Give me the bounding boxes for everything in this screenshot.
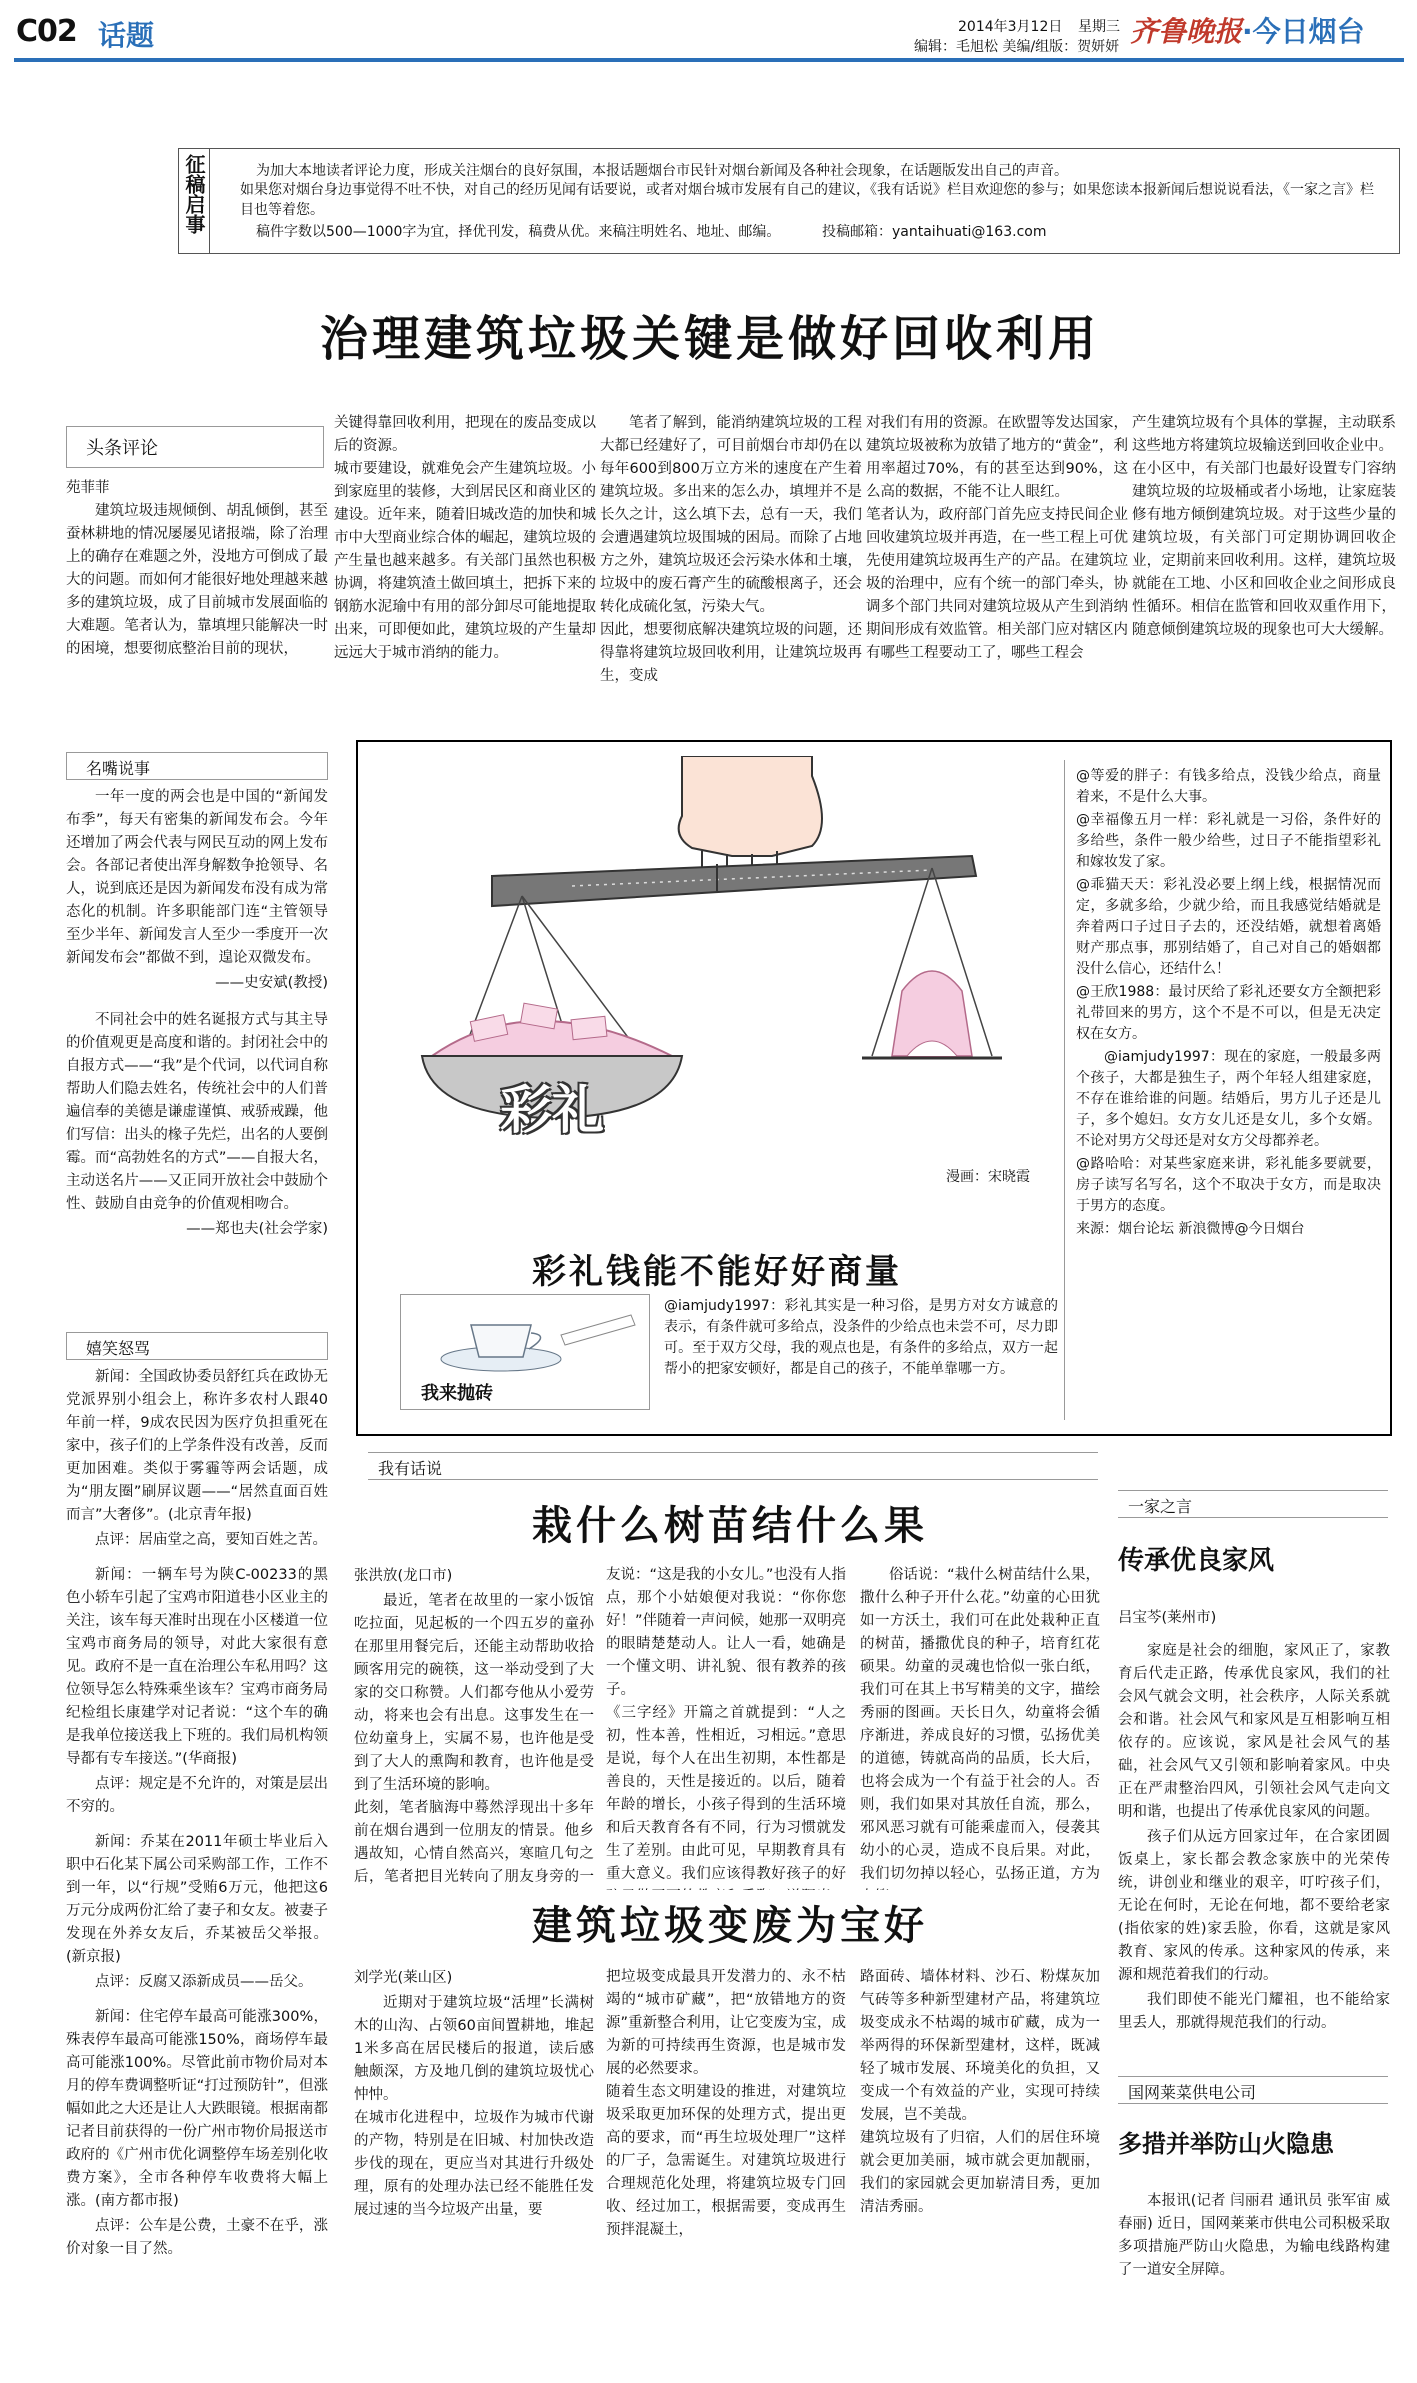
section-name: 话题 [98, 19, 155, 52]
xixiao-n4: 新闻：住宅停车最高可能涨300%，殊表停车最高可能涨150%，商场停车最高可能涨100%。尽管此前市物价局对本月的停车费调整听证“打过预防针”，但涨幅如此之大还是让人大跌眼镜。根据南都记者目前获得的一份广州市物价局报送市政府的《广州市优化调整停车场差别化收费方案》，全市各种停车收费将大幅上涨。(南方都市报) [66, 2009, 328, 2209]
header-weekday: 星期三 [1078, 19, 1120, 35]
woyou-col-3 [860, 1564, 1100, 1890]
cartoon-divider [1064, 760, 1065, 1420]
main-col-5-text: 产生建筑垃圾有个具体的掌握，主动联系这些地方将建筑垃圾输送到回收企业中。 在小区中，有关部门也最好设置专门容纳建筑垃圾的垃圾桶或者小场地，让家庭装修有地方倾倒建筑垃圾。对于这些少量的建筑垃圾，有关部门可定期协调回收企业，定期前来回收利用。这样，建筑垃圾就能在工地、小区和回收企业之间形成良性循环。相信在监管和回收双重作用下，随意倾倒建筑垃圾的现象也可大大缓解。 [1132, 415, 1396, 638]
woyou-col-2-text: 友说：“这是我的小女儿。”也没有人指点，那个小姑娘便对我说：“你你您好！”伴随着一声问候，她那一双明亮的眼睛楚楚动人。让人一看，她确是一个懂文明、讲礼貌、很有教养的孩子。 《三字经》开篇之首就提到：“人之初，性本善，性相近，习相远。”意思是说，每个人在出生初期，本性都是善良的，天性是接近的。以后，随着年龄的增长，小孩子得到的生活环境和后天教育各有不同，行为习惯就发生了差别。由此可见，早期教育具有重大意义。我们应该得教好孩子的好 [606, 1567, 846, 1882]
xixiao-n3: 新闻：乔某在2011年硕士毕业后入职中石化某下属公司采购部工作，工作不到一年，以“行规”受贿6万元，他把这6万元分成两份汇给了妻子和女友。被妻子发现在外养女友后，乔某被岳父举报。(新京报) [66, 1834, 328, 1965]
guowang-headline: 多措并举防山火隐患 [1118, 2130, 1334, 2158]
guowang-label: 国网莱菜供电公司 [1128, 2083, 1257, 2102]
jianzhu-author: 刘学光(莱山区) [354, 1970, 453, 1986]
woyou-headline: 栽什么树苗结什么果 [532, 1503, 928, 1549]
comment-3: @乖猫天天：彩礼没必要上纲上线，根据情况而定，多就多给，少就少给，而且我感觉结婚就是奔着两口子过日子去的，还没结婚，就想着离婚财产那点事，那别结婚了，自己对自己的婚姻都没什么信心，还结什么！ [1076, 877, 1381, 977]
xixiao-c3: 点评：反腐又添新成员——岳父。 [95, 1974, 313, 1990]
jianzhu-col-1-text: 近期对于建筑垃圾“活埋”长满树木的山沟、占领60亩间置耕地，堆起1米多高在居民楼后的报道，读后感触颇深，方及地几倒的建筑垃圾忧心忡忡。 在城市化进程中，垃圾作为城市代谢的产物，特别是在旧城、村加快改造步伐的现在，更应当对其进行升级处理，原有的处理办法已经不能胜任发展过速的当今垃圾产出量，要 [354, 1995, 594, 2218]
yijia-author: 吕宝芩(莱州市) [1118, 1610, 1217, 1626]
xixiao-n1: 新闻：全国政协委员舒红兵在政协无党派界别小组会上，称许多农村人跟40年前一样，9成农民因为医疗负担重死在家中，孩子们的上学条件没有改善，反而更加困难。类似于雾霾等两会话题，成为“朋友圈”刷屏议题——“居然直面百姓而言”大奢侈”。(北京青年报) [66, 1369, 328, 1523]
yijia-p3: 我们即使不能光门耀祖，也不能给家里丢人，那就得规范我们的行动。 [1118, 1992, 1390, 2031]
mingzui-s2: ——郑也夫(社会学家) [186, 1221, 328, 1237]
main-col-3-text: 笔者了解到，能消纳建筑垃圾的工程大都已经建好了，可目前烟台市却仍在以每年600到800万立方米的速度在产生着建筑垃圾。多出来的怎么办，填埋并不是长久之计，这么填下去，总有一天，我们会遭遇建筑垃圾围城的困局。而除了占地方之外，建筑垃圾还会污染水体和土壤，垃圾中的废石膏产生的硫酸根离子，还会转化成硫化氢，污染大气。 因此，想要彻底解决建筑垃圾的问题，还得靠将建筑垃圾回收利用，让建筑垃圾再生，变成 [600, 415, 862, 684]
main-headline: 治理建筑垃圾关键是做好回收利用 [319, 311, 1100, 367]
woyou-label-box [368, 1452, 1098, 1480]
mingzui-body [66, 786, 328, 1306]
header-editors: 编辑：毛旭松 美编/组版：贺妍妍 [914, 39, 1120, 55]
teacup-label: 我来抛砖 [421, 1383, 493, 1404]
main-col-3 [600, 412, 862, 742]
yijia-label: 一家之言 [1128, 1497, 1193, 1516]
teacup-panel [400, 1294, 650, 1410]
comment-2: @幸福像五月一样：彩礼就是一习俗，条件好的多给些，条件一般少给些，过日子不能指望彩礼和嫁妆发了家。 [1076, 812, 1381, 870]
jianzhu-col-1 [354, 1992, 594, 2372]
main-col-2-text: 关键得靠回收利用，把现在的废品变成以后的资源。 城市要建设，就难免会产生建筑垃圾。小到家庭里的装修，大到居民区和商业区的建设。近年来，随着旧城改造的加快和城市中大型商业综合体的崛起，建筑垃圾的产生量也越来越多。有关部门虽然也积极协调，将建筑渣土做回填土，把拆下来的钢筋水泥瑜中有用的部分卸尽可能地提取出来，可即便如此，建筑垃圾的产生量却远远大于城市消纳的能力。 [334, 415, 596, 661]
notice-line1: 为加大本地读者评论力度，形成关注烟台的良好氛围，本报话题烟台市民针对烟台新闻及各种社会现象，在话题版发出自己的声音。 [256, 163, 1068, 179]
header-date: 2014年3月12日 [958, 19, 1063, 35]
woyou-label: 我有话说 [378, 1459, 443, 1478]
yijia-p1: 家庭是社会的细胞，家风正了，家教育后代走正路，传承优良家风，我们的社会风气就会文明，社会秩序，人际关系就会和谐。社会风气和家风是互相影响互相依存的。应该说，家风是社会风气的基础，社会风气又引领和影响着家风。中央正在严肃整治四风，引领社会风气走向文明和谐，也提出了传承优良家风的问题。 [1118, 1643, 1390, 1820]
brand-name: 齐鲁晚报 [1130, 15, 1243, 48]
money-pile-icon [432, 1003, 672, 1056]
woyou-col-1 [354, 1590, 594, 1890]
woyou-col-2 [606, 1564, 846, 1890]
notice-email: 投稿邮箱：yantaihuati@163.com [822, 224, 1047, 240]
main-author: 苑菲菲 [66, 480, 110, 496]
xixiao-label: 嬉笑怒骂 [86, 1339, 151, 1358]
yijia-headline: 传承优良家风 [1118, 1546, 1275, 1576]
jianzhu-col-2-text: 把垃圾变成最具开发潜力的、永不枯竭的“城市矿藏”，把“放错地方的资源”重新整合利用，让它变废为宝，成为新的可持续再生资源，也是城市发展的必然要求。 随着生态文明建设的推进，对建筑垃圾采取更加环保的处理方式，提出更高的要求，而“再生垃圾处理厂”这样的厂子，急需诞生。对建筑垃圾进行合理规范化处理，将建筑垃圾专门回收、经过加工，根据需要，变成再生预拌混凝土， [606, 1969, 846, 2238]
brand-logo [1130, 10, 1365, 50]
mingzui-s1: ——史安斌(教授) [215, 975, 328, 991]
xixiao-c2: 点评：规定是不允许的，对策是层出不穷的。 [66, 1776, 328, 1815]
header-rule [14, 58, 1404, 62]
headline-commentary-label: 头条评论 [86, 438, 158, 459]
main-col-4 [866, 412, 1128, 742]
comment-6: @路哈哈：对某些家庭来讲，彩礼能多要就要，房子读写名写名，这个不取决于女方，而是取决于男方的态度。 [1076, 1156, 1381, 1214]
cartoon-bottom-paragraph: @iamjudy1997：彩礼其实是一种习俗，是男方对女方诚意的表示，有条件就可多给点，没条件的少给点也未尝不可，尽力即可。至于双方父母，我的观点也是，有条件的多给点，双方一起帮小的把家安顿好，都是自己的孩子，不能单靠哪一方。 [664, 1298, 1058, 1377]
comment-4: @王欣1988：最讨厌给了彩礼还要女方全额把彩礼带回来的男方，这个不是不可以，但是无决定权在女方。 [1076, 984, 1381, 1042]
cartoon-right-comments [1076, 766, 1381, 1426]
cartoon-credit: 漫画：宋晓霞 [946, 1169, 1030, 1185]
xixiao-n2: 新闻：一辆车号为陕C-00233的黑色小轿车引起了宝鸡市阳道巷小区业主的关注，该车每天准时出现在小区楼道一位宝鸡市商务局的领导，对此大家很有意见。政府不是一直在治理公车私用吗？这位领导怎么特殊乘坐该车？宝鸡市商务局纪检组长康建学对记者说：“这个车的确是我单位接送我上下班的。我们局机构领导都有专车接送。”(华商报) [66, 1567, 328, 1767]
notice-label: 征稿启事 [182, 154, 206, 234]
brand-sub: ·今日烟台 [1242, 15, 1365, 48]
xixiao-body [66, 1366, 328, 2366]
woyou-author: 张洪放(龙口市) [354, 1568, 453, 1584]
comment-1: @等爱的胖子：有钱多给点，没钱少给点，商量着来，不是什么大事。 [1076, 768, 1381, 805]
comment-source: 来源：烟台论坛 新浪微博@今日烟台 [1076, 1221, 1305, 1237]
woyou-col-3-text: 俗话说：“栽什么树苗结什么果，撒什么种子开什么花。”幼童的心田犹如一方沃土，我们可在此处栽种正直的树苗，播撒优良的种子，培育红花硕果。幼童的灵魂也恰似一张白纸，我们可在其上书写精美的文字，描绘秀丽的图画。天长日久，幼童将会循序渐进，养成良好的习惯，弘扬优美的道德，铸就高尚的品质，长大后，也将会成为一个有益于社会的人。否则，我们如果对其放任自流，那么，邪风恶习就有可能乘虚而入，侵袭其幼小的心灵，造成不良后果。对此，我们切勿掉以轻心，弘扬正道，方为 [860, 1567, 1100, 1882]
page-code: C02 [16, 14, 77, 49]
xixiao-c1: 点评：居庙堂之高，要知百姓之苦。 [95, 1532, 327, 1548]
xixiao-c4: 点评：公车是公费，土豪不在乎，涨价对象一目了然。 [66, 2218, 328, 2257]
notice-line2: 如果您对烟台身边事觉得不吐不快，对自己的经历见闻有话要说，或者对烟台城市发展有自己的建议，《我有话说》栏目欢迎您的参与；如果您读本报新闻后想说说看法，《一家之言》栏目也等着您。 [240, 182, 1374, 218]
comment-5: @iamjudy1997：现在的家庭，一般最多两个孩子，大都是独生子，两个年轻人组建家庭，不存在谁给谁的问题。结婚后，男方儿子还是儿子，多个媳妇。女方女儿还是女儿，多个女婿。不论对男方父母还是对女方父母都养老。 [1076, 1049, 1381, 1149]
notice-line3: 稿件字数以500—1000字为宜，择优刊发，稿费从优。来稿注明姓名、地址、邮编。 [256, 224, 781, 240]
main-col-1-text: 建筑垃圾违规倾倒、胡乱倾倒，甚至蚕林耕地的情况屡屡见诸报端，除了治理上的确存在难题之外，没地方可倒成了最大的问题。而如何才能很好地处理越来越多的建筑垃圾，成了目前城市发展面临的大难题。笔者认为，靠填埋只能解决一时的困境，想要彻底整治目前的现状， [66, 503, 328, 657]
jianzhu-col-2 [606, 1966, 846, 2372]
jianzhu-headline: 建筑垃圾变废为宝好 [532, 1903, 928, 1949]
main-col-5 [1132, 412, 1396, 742]
scale-beam [492, 856, 976, 906]
bride-figure-icon [892, 971, 972, 1056]
yijia-p2: 孩子们从远方回家过年，在合家团圆饭桌上，家长都会教念家族中的光荣传统，讲创业和继业的艰辛，叮咛孩子们，无论在何时，无论在何地，都不要给老家(指依家的姓)家丢脸，你看，这就是家风教育、家风的传承。这种家风的传承，来源和规范着我们的行动。 [1118, 1829, 1390, 1983]
mingzui-p1: 一年一度的两会也是中国的“新闻发布季”，每天有密集的新闻发布会。今年还增加了两会代表与网民互动的网上发布会。各部记者使出浑身解数争抢领导、名人，说到底还是因为新闻发布没有成为常态化的机制。许多职能部门连“主管领导至少半年、新闻发言人至少一季度开一次新闻发布会”都做不到，遑论双微发布。 [66, 789, 328, 966]
mingzui-p2: 不同社会中的姓名诞报方式与其主导的价值观更是高度和谐的。封闭社会中的自报方式——“我”是个代词，以代词自称帮助人们隐去姓名，传统社会中的人们普遍信奉的美德是谦虚谨慎、戒骄戒躁，他们写信：出头的椽子先烂，出名的人要倒霉。而“高勃姓名的方式”——自报大名，主动送名片——又正同开放社会中鼓励个性、鼓励自由竞争的价值观相吻合。 [66, 1012, 328, 1212]
guowang-p1: 本报讯(记者 闫丽君 通讯员 张军宙 威春丽) 近日，国网莱莱市供电公司积极采取多项措施严防山火隐患，为输电线路构建了一道安全屏障。 [1118, 2193, 1390, 2278]
cartoon-bottom-text [664, 1296, 1058, 1414]
teacup-icon [401, 1295, 651, 1379]
woyou-col-1-text: 最近，笔者在故里的一家小饭馆吃拉面，见起板的一个四五岁的童孙在那里用餐完后，还能主动帮助收拾顾客用完的碗筷，这一举动受到了大家的交口称赞。人们都夸他从小爱劳动，将来也会有出息。这事发生在一位幼童身上，实属不易，也许他是受到了大人的熏陶和教育，也许他是受到了生活环境的影响。 此刻，笔者脑海中蓦然浮现出十多年前在烟台遇到一位朋友的情景。他乡遇故知，心情自然高兴，寒暄几句之后，笔者把目光转向了朋友身旁的一 [354, 1593, 594, 1885]
jianzhu-col-3 [860, 1966, 1100, 2372]
cartoon-illustration [372, 756, 1062, 1176]
yijia-body [1118, 1640, 1390, 2060]
guowang-body [1118, 2190, 1390, 2370]
main-col-2 [334, 412, 596, 742]
main-col-4-text: 对我们有用的资源。在欧盟等发达国家，建筑垃圾被称为放错了地方的“黄金”，利用率超过70%，有的甚至达到90%，这么高的数据，不能不让人眼红。 笔者认为，政府部门首先应支持民间企业回收建筑垃圾并再造，在一些工程上可优先使用建筑垃圾再生产的产品。在建筑垃圾的治理中，应有个统一的部门牵头，协调多个部门共同对建筑垃圾从产生到消纳期间形成有效监管。相关部门应对辖区内有哪些工程要动工了，哪些工程会 [866, 415, 1128, 661]
jianzhu-col-3-text: 路面砖、墙体材料、沙石、粉煤灰加气砖等多种新型建材产品，将建筑垃圾变成永不枯竭的城市矿藏，成为一举两得的环保新型建材，这样，既减轻了城市发展、环境美化的负担，又变成一个有效益的产业，实现可持续发展，岂不美哉。 建筑垃圾有了归宿，人们的居住环境就会更加美丽，城市就会更加靓丽，我们的家园就会更加崭清目秀，更加清洁秀丽。 [860, 1969, 1100, 2215]
mingzui-label: 名嘴说事 [86, 759, 151, 778]
main-col-1 [66, 500, 328, 740]
cartoon-word: 彩礼 [500, 1081, 605, 1141]
cartoon-title: 彩礼钱能不能好好商量 [532, 1252, 902, 1292]
